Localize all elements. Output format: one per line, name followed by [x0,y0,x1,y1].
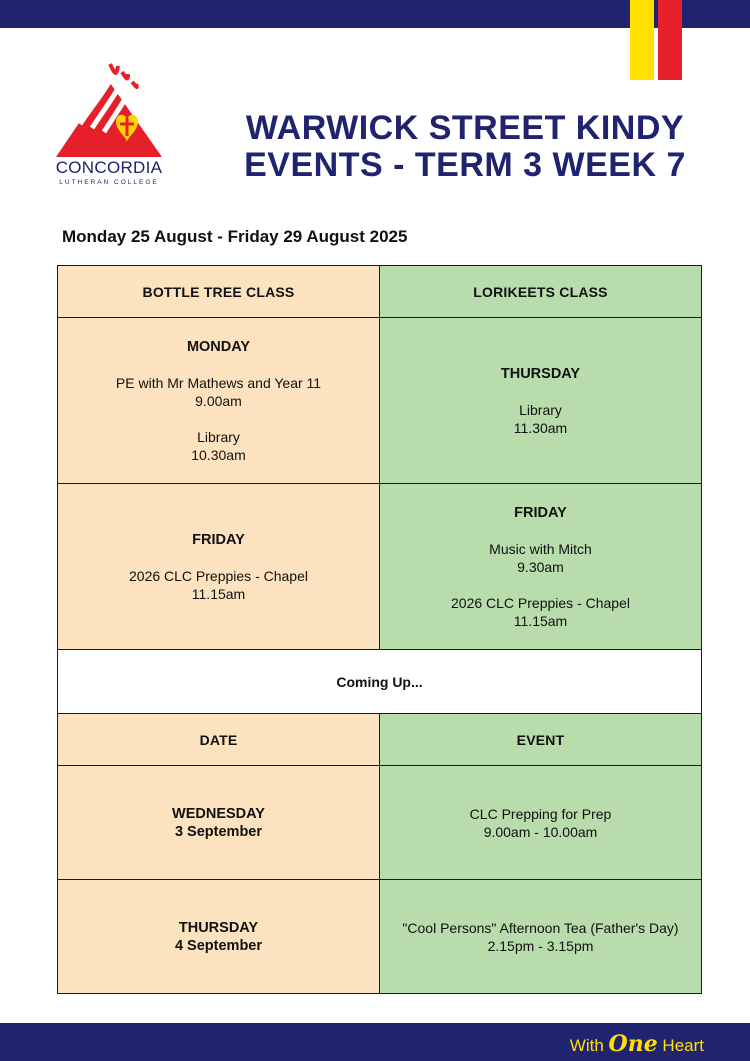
bottle-tree-friday-cell [58,484,380,650]
lorikeets-thursday-cell [380,318,702,484]
day-label: FRIDAY [192,531,245,548]
lorikeets-header: LORIKEETS CLASS [380,266,702,318]
tagline-one: One [608,1031,658,1057]
title-line-2: EVENTS - TERM 3 WEEK 7 [244,146,686,184]
coming-up-event-cell [380,766,702,880]
event-time: 2.15pm - 3.15pm [487,937,594,954]
coming-up-date-cell [58,766,380,880]
page-title [230,110,700,184]
event-header: EVENT [380,714,702,766]
date-label: 3 September [174,823,263,840]
event-time: 11.15am [191,585,246,602]
event-time: 9.00am - 10.00am [483,823,598,840]
day-label: FRIDAY [514,504,567,521]
event-text: CLC Prepping for Prep [469,805,612,822]
coming-up-label: Coming Up... [58,650,702,714]
day-label: WEDNESDAY [172,805,265,822]
bottle-tree-header: BOTTLE TREE CLASS [58,266,380,318]
lorikeets-friday-cell [380,484,702,650]
date-label: 4 September [174,937,263,954]
tagline [570,1031,704,1057]
date-header: DATE [58,714,380,766]
event-time: 11.15am [513,612,568,629]
concordia-logo [50,62,170,192]
event-text: Library [519,401,562,418]
bottle-tree-monday-cell [58,318,380,484]
event-text: Library [197,428,240,445]
title-line-1: WARWICK STREET KINDY [245,109,685,147]
event-text: 2026 CLC Preppies - Chapel [129,567,308,584]
coming-up-date-cell [58,880,380,994]
event-text: PE with Mr Mathews and Year 11 [115,374,322,391]
red-stripe [658,0,682,80]
tagline-heart: Heart [662,1036,704,1055]
event-time: 9.00am [195,392,242,409]
day-label: THURSDAY [178,919,259,936]
tagline-with: With [569,1036,604,1055]
coming-up-event-cell [380,880,702,994]
logo-name: CONCORDIA [55,158,163,177]
logo-subtitle: LUTHERAN COLLEGE [59,179,159,186]
event-time: 9.30am [517,558,564,575]
events-table [57,265,702,994]
day-label: MONDAY [186,338,251,355]
event-text: Music with Mitch [489,540,592,557]
event-time: 10.30am [191,446,246,463]
event-text: 2026 CLC Preppies - Chapel [451,594,630,611]
day-label: THURSDAY [500,365,581,382]
event-time: 11.30am [513,419,568,436]
concordia-flame-icon [50,62,168,158]
date-range: Monday 25 August - Friday 29 August 2025 [62,227,408,246]
yellow-stripe [630,0,654,80]
footer-banner [0,1023,750,1061]
event-text: "Cool Persons" Afternoon Tea (Father's Day) [402,919,679,936]
